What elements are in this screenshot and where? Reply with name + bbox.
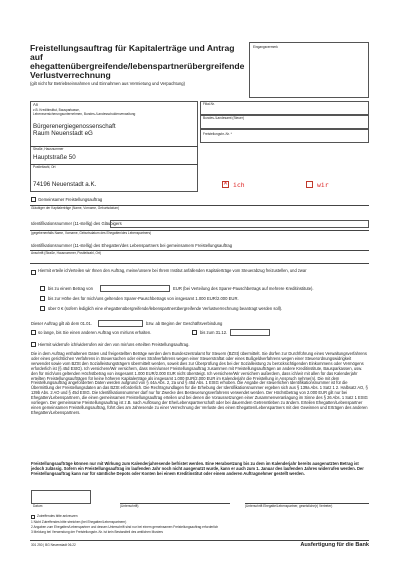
freistellungsbr-label: Freistellungsbr.-Nr. * [203,132,232,136]
hiermit-text: Hiermit erteile ich/erteilen wir Ihnen den Auftrag, meine/unsere bei Ihrem Institut anfallenden Kapitalerträge vom Steuerabzug freizustellen, und zwar [38,268,307,273]
footnote-1: Zutreffendes bitte ankreuzen [37,514,78,518]
hoehe-checkbox[interactable] [40,296,45,301]
footnote-4: 3 Meldung bei Verwendung der Freistellungsbr.-Nr. ist kein Bestandteil des amtlichen Musters [31,530,163,534]
wir-checkbox[interactable] [306,181,313,188]
bundeszentralamt-label: Bundes-/Landesamt (Steuer) [203,116,244,120]
city-value[interactable]: 74196 Neuenstadt a.K. [33,181,97,188]
jahr-field[interactable] [98,320,143,327]
filiale-label: Filial-Nr. [203,102,215,106]
widerruf-checkbox[interactable] [31,342,36,347]
filiale-box [200,101,369,115]
eingangsvermerk-label: Eingangsvermerk [253,45,278,49]
bis-zum-label: bis zum 31.12. [200,330,228,335]
an-sub1: z.B. Kreditinstitut, Bausparkasse, [33,108,80,112]
hiermit-checkbox[interactable] [31,270,36,275]
wir-label: wir [317,181,329,189]
ich-check-mark: ✕ [223,181,229,187]
betrag-tail: EUR (bei Verteilung des Sparer-Pauschbetrags auf mehrere Kreditinstitute). [173,286,314,291]
footnote-3: 2 Angaben zum Ehegatten/Lebenspartner und dessen Unterschrift sind nur bei einem gemeinsamen Freistellungsauftrag erforderlich [31,525,219,529]
null-label: über 0 € (sofern lediglich eine ehegattenübergreifende/lebenspartnerübergreifende Verlustverrechnung beantragt werden soll). [48,306,283,311]
section-divider [30,263,369,264]
ehegatte-label: (gegebenenfalls Name, Vorname, Geburtsdatum des Ehegatten/des Lebenspartners) [31,231,152,235]
betrag-field[interactable] [100,285,170,292]
bis-zum-checkbox[interactable] [192,330,197,335]
betrag-label: bis zu einem Betrag von [48,286,93,291]
body-text: Die in dem Auftrag enthaltenen Daten und freigestellten Beträge werden dem Bundeszentralamt für Steuern (BZSt) übermittelt. Sie dürfen zur Durchführung eines Verwaltungsverfahrens oder eines gerichtlichen Verfahrens in Steuersachen oder eines Strafverfahrens wegen einer Steuerstraftat oder eines Bußgeldverfahrens wegen einer Steuerordnungswidrigkeit verwendet sowie vom BZSt den Sozialleistungsträgern übermittelt werden, soweit dies zur Überprüfung des bei der Sozialleistung zu berücksichtigenden Einkommens oder Vermögens erforderlich ist (§ 45d EStG). Ich versichere/Wir versichern, dass mein/unser Freistellungsauftrag zusammen mit Freistellungsaufträgen an andere Kreditinstitute, Bausparkassen, usw. den für mich/uns geltenden Höchstbetrag von insgesamt 1.000 EUR/2.000 EUR nicht übersteigt. Ich versichere/Wir versichern außerdem, dass ich/wir mit allen für das Kalenderjahr erteilten Freistellungsaufträgen für keine höheren Kapitalerträge als insgesamt 1.000 EUR/2.000 EUR im Kalenderjahr die Freistellung in Anspruch nehme(n). Die mit dem Freistellungsauftrag angeforderten Daten werden aufgrund von § 44a Abs. 2, 2a und § 45d Abs. 1 EStG erhoben. Die Angabe der steuerlichen Identifikationsnummer ist für die Übermittlung der Freistellungsdaten an das BZSt erforderlich. Die Rechtsgrundlagen für die Erhebung der Identifikationsnummer ergeben sich aus § 139a Abs. 1 Satz 1 2. Halbsatz AO, § 139b Abs. 2 AO und § 45d EStG. Die Identifikationsnummer darf nur für Zwecke des Besteuerungsverfahrens verwendet werden. Der Höchstbetrag von 2.000 EUR gilt nur bei Ehegatten/Lebenspartnern, die einen gemeinsamen Freistellungsauftrag erteilen und bei denen die Voraussetzungen einer Zusammenveranlagung im Sinne des § 26 Abs. 1 Satz 1 EStG vorliegen. Der gemeinsame Freistellungsauftrag ist z.B. nach Auflösung der Ehe/Lebenspartnerschaft oder bei dauerndem Getrenntleben zu ändern. Erteilen Ehegatten/Lebenspartner einen gemeinsamen Freistellungsauftrag, führt dies am Jahresende zu einer Verrechnung der Verluste des einen Ehegatten/Lebenspartners mit den Gewinnen und Erträgen des anderen Ehegatten/Lebenspartners. [31,351,368,415]
so-lange-checkbox[interactable] [31,330,36,335]
unterschrift-1: (Unterschrift) [120,504,139,508]
postcode-label: Postleitzahl, Ort [33,165,56,169]
footer-divider [30,540,369,541]
idnr-label: Identifikationsnummer (11-stellig) des Gläubigers [31,221,122,226]
bank-name-line1: Bürgerenergiegenossenschaft [33,123,116,130]
an-sub2: Lebensversicherungsunternehmen, Bundes-/Landesschuldenverwaltung [33,112,136,116]
form-subtitle: (gilt nicht für Betriebseinnahmen und Einnahmen aus Vermietung und Verpachtung) [30,81,186,86]
form-title: Freistellungsauftrag für Kapitalerträge und Antrag auf ehegattenübergreifende/lebenspartnerübergreifende Verlustverrechnung [30,43,245,80]
datum-field[interactable] [31,490,91,504]
idnr-field[interactable] [110,220,369,228]
bzw-ab-label: bzw. ab Beginn der Geschäftsverbindung [146,321,223,326]
eingangsvermerk-box [249,42,369,98]
so-lange-label: so lange, bis Sie einen anderen Auftrag von mir/uns erhalten. [38,330,152,335]
street-value[interactable]: Hauptstraße 50 [33,154,76,161]
gemeinsamer-label: Gemeinsamer Freistellungsauftrag [38,197,103,202]
form-code: 301 250 | BG Neuenstadt 06.22 [31,543,76,547]
footnote-2: 1 Nicht Zutreffendes bitte streichen (bei Ehegatten/Lebenspartnern) [31,520,127,524]
gemeinsamer-checkbox[interactable] [31,197,36,202]
unterschrift-2: (Unterschrift Ehegatte/Lebenspartner, gesetzliche(r) Vertreter) [245,504,333,508]
hoehe-label: bis zur Höhe des für mich/uns geltenden Sparer-Pauschbetrags von insgesamt 1.000 EUR/2.000 EUR. [48,296,239,301]
ausfertigung-label: Ausfertigung für die Bank [300,542,369,548]
body-bold-text: Freistellungsaufträge können nur mit Wirkung zum Kalenderjahresende befristet werden. Eine Herabsetzung bis zu dem im Kalenderjahr bereits ausgenutzten Betrag ist jedoch zulässig. Sofern ein Freistellungsauftrag im laufenden Jahr noch nicht ausgenutzt wurde, kann er auch zum 1. Januar des laufenden Jahres widerrufen werden. Der Freistellungsauftrag kann nur für sämtliche Depots oder Konten bei einem Kreditinstitut oder einem anderen Auftragnehmer gestellt werden. [31,461,364,476]
glaeubiger-label: Gläubiger der Kapitalerträge (Name, Vorname, Geburtsdatum) [31,206,120,210]
footnote-checkbox-legend [31,515,35,519]
datum-label: Datum [33,504,43,508]
bank-name-line2: Raum Neuenstadt eG [33,130,93,137]
idnr-partner-label: Identifikationsnummer (11-stellig) des Ehegatten/des Lebenspartners bei gemeinsamem Freistellungsauftrag [31,243,233,248]
ich-label: ich [233,181,245,189]
anschrift-label: Anschrift (Straße, Hausnummer, Postleitzahl, Ort) [31,251,101,255]
bis-zum-field[interactable] [230,329,270,336]
street-label: Straße, Hausnummer [33,147,64,151]
an-label: An [33,102,39,107]
betrag-checkbox[interactable] [40,286,45,291]
dieser-auftrag-label: Dieser Auftrag gilt ab dem 01.01. [31,321,92,326]
widerruf-label: Hiermit widerrufe ich/widerrufen wir den von mir/uns erteilten Freistellungsauftrag. [38,342,190,347]
null-checkbox[interactable] [40,306,45,311]
